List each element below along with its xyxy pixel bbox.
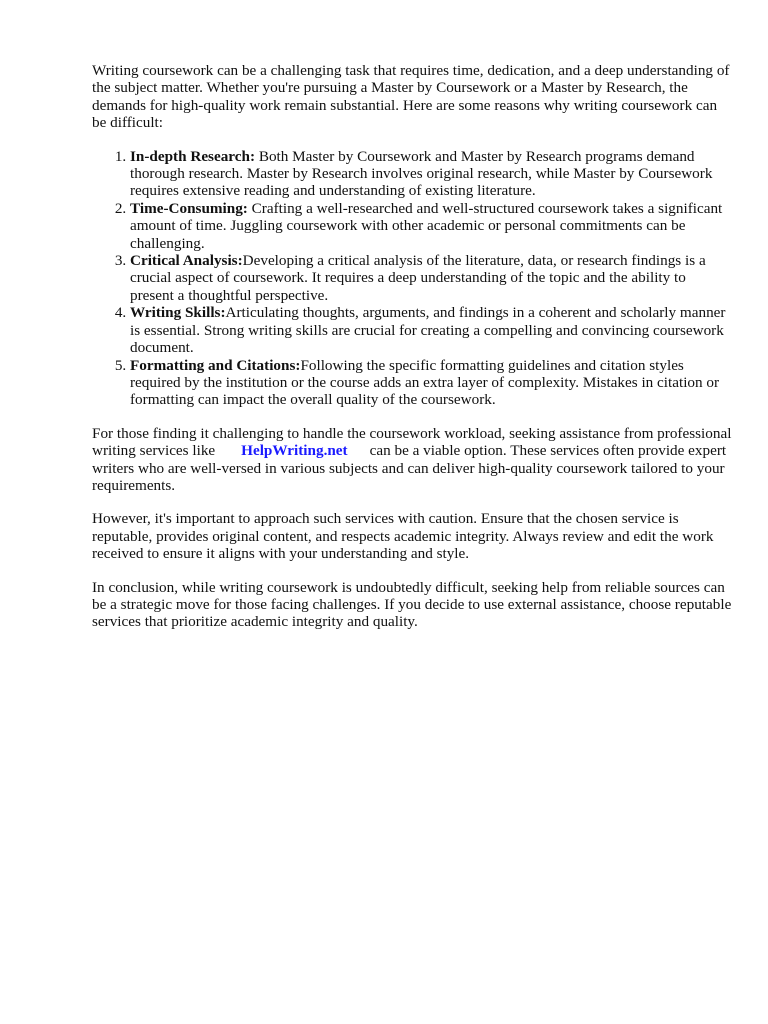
reasons-list <box>92 148 732 409</box>
reason-text: Following the specific formatting guidelines and citation styles required by the institution or the course adds an extra layer of complexity. Mistakes in citation or formatting can impact the overall quality of the coursework. <box>130 356 720 409</box>
list-item <box>130 357 732 409</box>
caution-paragraph: However, it's important to approach such services with caution. Ensure that the chosen service is reputable, provides original content, and respects academic integrity. Always review and edit the work received to ensure it aligns with your understanding and style. <box>92 510 714 563</box>
reason-text: Articulating thoughts, arguments, and findings in a coherent and scholarly manner is essential. Strong writing skills are crucial for creating a compelling and convincing coursework document. <box>130 304 726 357</box>
reason-text: Crafting a well-researched and well-structured coursework takes a significant amount of time. Juggling coursework with other academic or personal commitments can be challenging. <box>130 199 723 252</box>
helpwriting-link[interactable]: HelpWriting.net <box>241 442 348 460</box>
reason-term: Time-Consuming: <box>130 199 248 217</box>
reason-text: Both Master by Coursework and Master by Research programs demand thorough research. Master by Research involves original research, while Master by Coursework requires extensive reading and understanding of existing literature. <box>130 147 713 200</box>
list-item <box>130 200 732 252</box>
reason-text: Developing a critical analysis of the literature, data, or research findings is a crucial aspect of coursework. It requires a deep understanding of the topic and the ability to present a thoughtful perspective. <box>130 252 706 304</box>
assistance-text-after: can be a viable option. These services often provide expert writers who are well-versed in various subjects and can deliver high-quality coursework tailored to your requirements. <box>92 442 727 494</box>
list-item <box>130 304 732 356</box>
reason-term: Writing Skills: <box>130 304 226 322</box>
list-item <box>130 252 732 304</box>
document-page <box>92 62 732 647</box>
intro-paragraph: Writing coursework can be a challenging task that requires time, dedication, and a deep understanding of the subject matter. Whether you're pursuing a Master by Coursework or a Master by Research, the demands for high-quality work remain substantial. Here are some reasons why writing coursework can be difficult: <box>92 62 730 132</box>
reason-term: Formatting and Citations: <box>130 356 301 374</box>
assistance-text-before: For those finding it challenging to handle the coursework workload, seeking assistance from professional writing services like <box>92 424 732 460</box>
conclusion-paragraph: In conclusion, while writing coursework is undoubtedly difficult, seeking help from reliable sources can be a strategic move for those facing challenges. If you decide to use external assistance, choose reputable services that prioritize academic integrity and quality. <box>92 578 732 631</box>
list-item <box>130 148 732 200</box>
assistance-paragraph <box>92 425 732 495</box>
reason-term: Critical Analysis: <box>130 252 243 270</box>
reason-term: In-depth Research: <box>130 147 256 165</box>
